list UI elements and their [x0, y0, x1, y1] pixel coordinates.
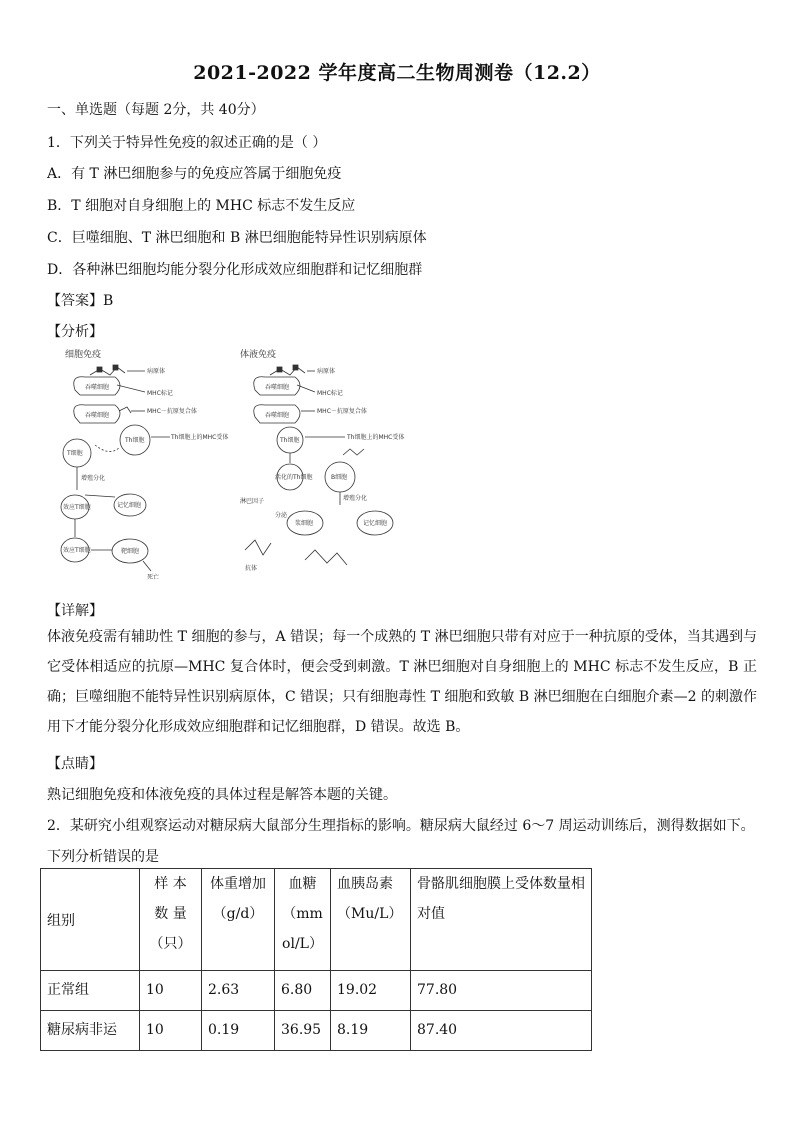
cell-insulin: 19.02 [331, 971, 411, 1011]
immune-diagram [55, 345, 415, 585]
header-group: 组别 [41, 869, 140, 971]
q1-option-a: A．有 T 淋巴细胞参与的免疫应答属于细胞免疫 [47, 166, 342, 182]
h-label-th: Th细胞 [280, 437, 300, 444]
label-tcell: T细胞 [67, 450, 83, 457]
h-label-activated-th: 活化的Th细胞 [275, 474, 313, 481]
q1-option-b: B．T 细胞对自身细胞上的 MHC 标志不发生反应 [47, 198, 356, 214]
label-death: 死亡 [147, 574, 160, 581]
h-label-bcell: B细胞 [331, 474, 348, 481]
h-label-memory: 记忆细胞 [363, 520, 388, 527]
header-receptor: 骨骼肌细胞膜上受体数量相对值 [411, 869, 592, 971]
label-effector-t-1: 效应T细胞 [63, 504, 91, 511]
h-label-secrete: 分泌 [275, 512, 288, 519]
label-pathogen: 病原体 [147, 368, 166, 375]
h-label-complex: MHC－抗原复合体 [317, 408, 367, 415]
data-table [40, 868, 592, 1051]
h-label-plasma: 浆细胞 [295, 520, 314, 527]
label-prolif: 增殖分化 [81, 475, 106, 482]
cell-sample: 10 [140, 971, 202, 1011]
h-label-mhc: MHC标记 [317, 390, 343, 397]
h-label-th-receptor: Th细胞上的MHC受体 [347, 434, 405, 441]
cell-receptor: 87.40 [411, 1011, 592, 1051]
cellular-immunity-title: 细胞免疫 [65, 350, 102, 360]
cellular-immunity-diagram [61, 348, 228, 581]
cell-group: 糖尿病非运 [41, 1011, 140, 1051]
label-macrophage-2: 吞噬细胞 [85, 412, 110, 419]
q2-stem-line1: 2．某研究小组观察运动对糖尿病大鼠部分生理指标的影响。糖尿病大鼠经过 6～7 周运动训练后，测得数据如下。 [47, 818, 755, 834]
h-label-pathogen: 病原体 [317, 368, 336, 375]
label-complex: MHC－抗原复合体 [147, 408, 197, 415]
header-weight: 体重增加（g/d） [202, 869, 275, 971]
label-target: 靶细胞 [121, 548, 140, 555]
h-label-prolif: 增殖分化 [343, 495, 368, 502]
cell-insulin: 8.19 [331, 1011, 411, 1051]
q2-stem-line2: 下列分析错误的是 [47, 849, 159, 865]
label-macrophage-1: 吞噬细胞 [85, 384, 110, 391]
q1-detail: 体液免疫需有辅助性 T 细胞的参与，A 错误；每一个成熟的 T 淋巴细胞只带有对应于一种抗原的受体，当其遇到与它受体相适应的抗原—MHC 复合体时，便会受到刺激。T 淋巴细胞对自身细胞上的 MHC 标志不发生反应，B 正确；巨噬细胞不能特异性识别病原体，C 错误；只有细胞毒性 T 细胞和致敏 B 淋巴细胞在白细胞介素—2 的刺激作用下才能分裂分化形成效应细胞群和记忆细胞群，D 错误。故选 B。 [47, 629, 757, 735]
header-glucose: 血糖 （mm ol/L） [275, 869, 331, 971]
table-row [41, 971, 592, 1011]
label-mhc: MHC标记 [147, 390, 173, 397]
section-heading: 一、单选题（每题 2分，共 40分） [47, 102, 265, 118]
humoral-immunity-diagram [240, 348, 404, 572]
label-effector-t-2: 效应T细胞 [63, 547, 91, 554]
q1-tip: 熟记细胞免疫和体液免疫的具体过程是解答本题的关键。 [47, 787, 397, 803]
cell-glucose: 36.95 [275, 1011, 331, 1051]
cell-glucose: 6.80 [275, 971, 331, 1011]
q1-analysis-label: 【分析】 [47, 324, 103, 340]
cell-receptor: 77.80 [411, 971, 592, 1011]
q1-answer: 【答案】B [47, 293, 114, 309]
cell-weight: 0.19 [202, 1011, 275, 1051]
header-sample: 样 本 数 量 （只） [140, 869, 202, 971]
q1-option-c: C．巨噬细胞、T 淋巴细胞和 B 淋巴细胞能特异性识别病原体 [47, 230, 427, 246]
label-th-receptor: Th细胞上的MHC受体 [171, 434, 229, 441]
q1-option-d: D．各种淋巴细胞均能分裂分化形成效应细胞群和记忆细胞群 [47, 262, 423, 278]
table-header-row [41, 869, 592, 971]
humoral-immunity-title: 体液免疫 [240, 350, 277, 360]
page-title: 2021-2022 学年度高二生物周测卷（12.2） [193, 62, 601, 84]
cell-weight: 2.63 [202, 971, 275, 1011]
h-label-antibody: 抗体 [245, 565, 258, 572]
q1-stem: 1．下列关于特异性免疫的叙述正确的是（ ） [47, 135, 327, 151]
header-insulin: 血胰岛素（Mu/L） [331, 869, 411, 971]
q1-tip-label: 【点睛】 [47, 756, 103, 772]
label-memory: 记忆细胞 [117, 502, 142, 509]
table-row [41, 1011, 592, 1051]
h-label-macrophage-2: 吞噬细胞 [265, 412, 290, 419]
q1-detail-label: 【详解】 [47, 603, 103, 619]
label-th: Th细胞 [125, 437, 145, 444]
cell-group: 正常组 [41, 971, 140, 1011]
h-label-lymphokine: 淋巴因子 [240, 498, 265, 505]
h-label-macrophage-1: 吞噬细胞 [265, 384, 290, 391]
cell-sample: 10 [140, 1011, 202, 1051]
